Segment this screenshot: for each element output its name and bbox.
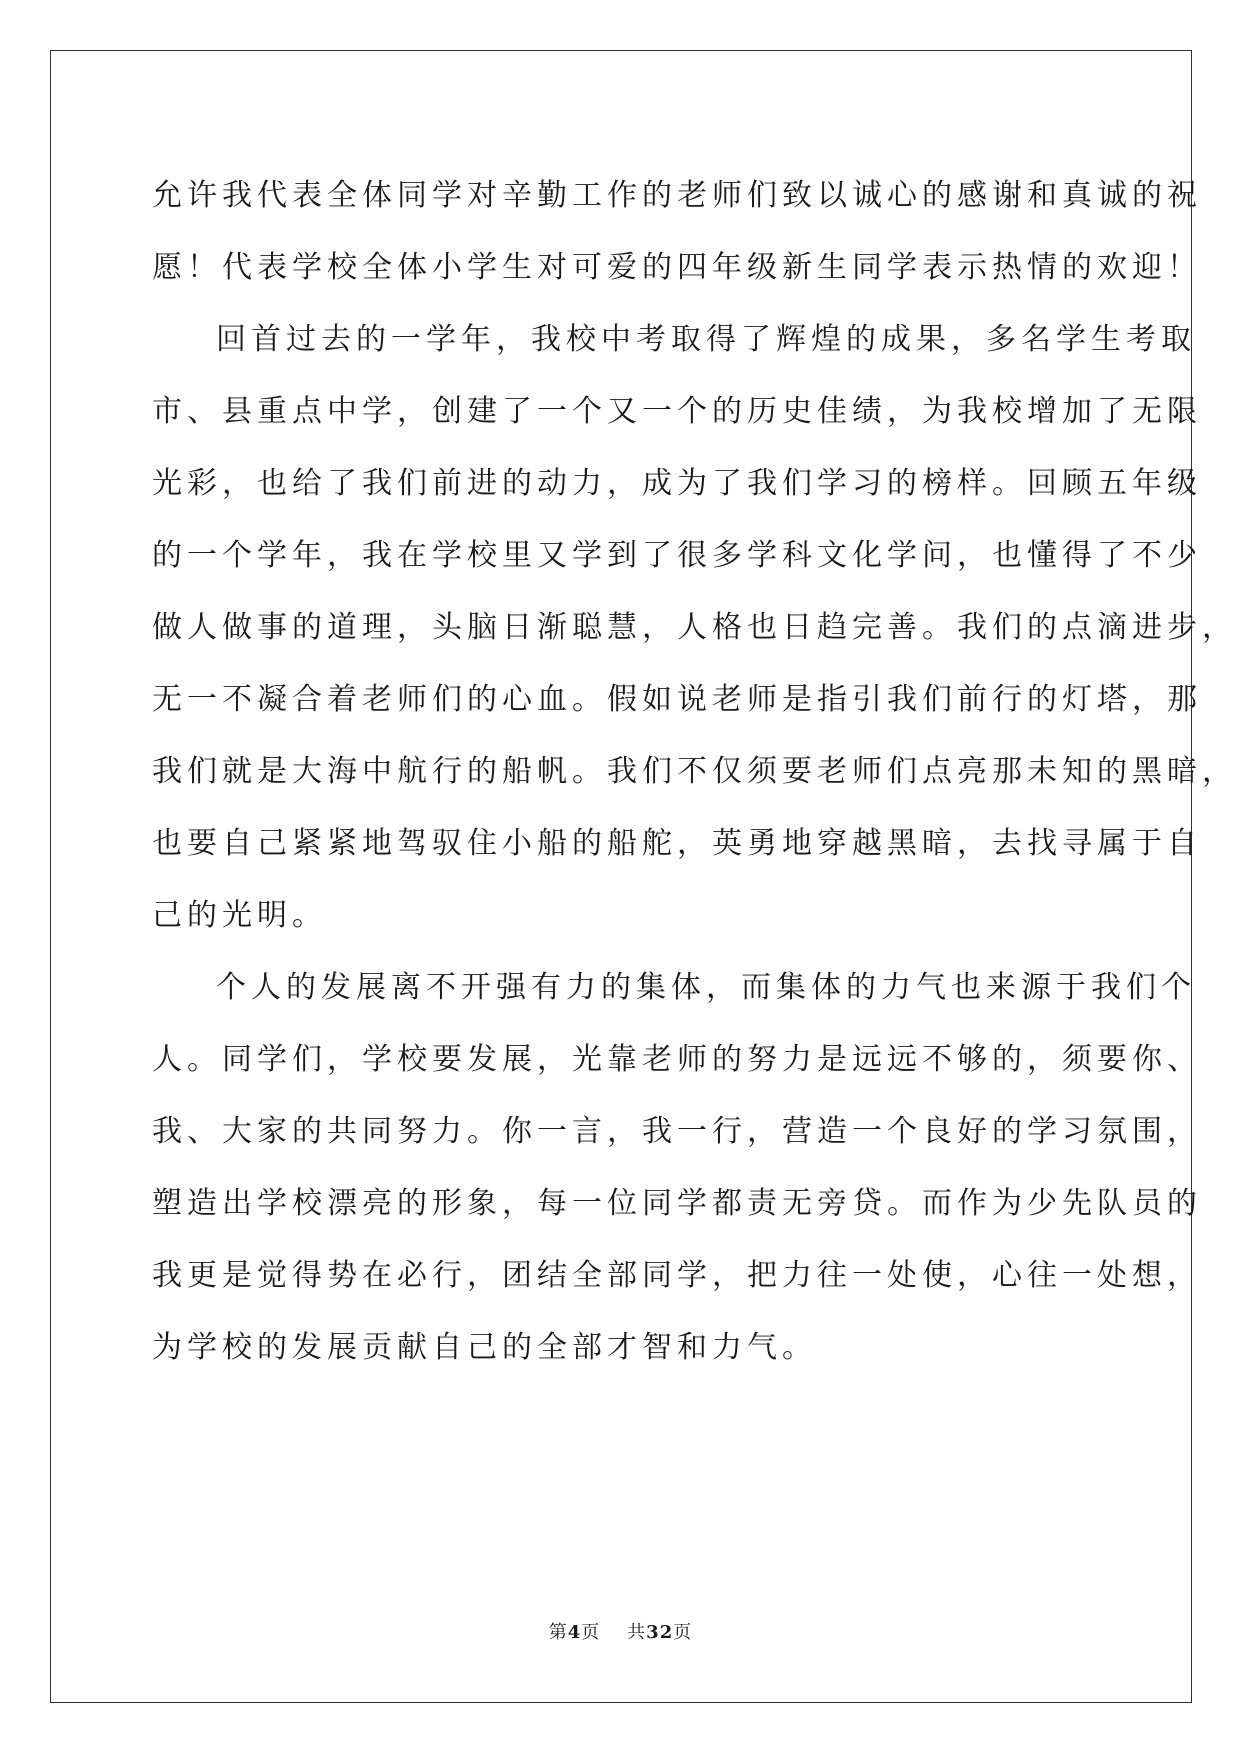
text-line: 的一个学年，我在学校里又学到了很多学科文化学问，也懂得了不少 (152, 538, 1202, 573)
text-line: 允许我代表全体同学对辛勤工作的老师们致以诚心的感谢和真诚的祝 (152, 178, 1202, 213)
page-number: 4 (567, 1622, 582, 1643)
text-line: 愿！代表学校全体小学生对可爱的四年级新生同学表示热情的欢迎！ (152, 250, 1202, 285)
text-line: 也要自己紧紧地驾驭住小船的船舵，英勇地穿越黑暗，去找寻属于自 (152, 826, 1202, 861)
text-line: 己的光明。 (152, 898, 327, 933)
total-prefix: 共 (627, 1622, 647, 1643)
text-line: 为学校的发展贡献自己的全部才智和力气。 (152, 1330, 817, 1365)
page-footer (0, 1618, 1241, 1644)
text-line: 我更是觉得势在必行，团结全部同学，把力往一处使，心往一处想， (152, 1258, 1202, 1293)
document-body (152, 160, 1237, 1384)
text-line: 个人的发展离不开强有力的集体，而集体的力气也来源于我们个 (216, 970, 1196, 1005)
text-line: 我们就是大海中航行的船帆。我们不仅须要老师们点亮那未知的黑暗， (152, 754, 1237, 789)
text-line: 我、大家的共同努力。你一言，我一行，营造一个良好的学习氛围， (152, 1114, 1202, 1149)
text-line: 回首过去的一学年，我校中考取得了辉煌的成果，多名学生考取 (216, 322, 1196, 357)
total-pages: 32 (646, 1622, 674, 1643)
page-unit: 页 (581, 1622, 601, 1643)
text-line: 无一不凝合着老师们的心血。假如说老师是指引我们前行的灯塔，那 (152, 682, 1202, 717)
text-line: 塑造出学校漂亮的形象，每一位同学都责无旁贷。而作为少先队员的 (152, 1186, 1202, 1221)
text-line: 光彩，也给了我们前进的动力，成为了我们学习的榜样。回顾五年级 (152, 466, 1202, 501)
page-prefix: 第 (548, 1622, 568, 1643)
text-line: 市、县重点中学，创建了一个又一个的历史佳绩，为我校增加了无限 (152, 394, 1202, 429)
text-line: 做人做事的道理，头脑日渐聪慧，人格也日趋完善。我们的点滴进步， (152, 610, 1237, 645)
total-unit: 页 (673, 1622, 693, 1643)
text-line: 人。同学们，学校要发展，光靠老师的努力是远远不够的，须要你、 (152, 1042, 1202, 1077)
